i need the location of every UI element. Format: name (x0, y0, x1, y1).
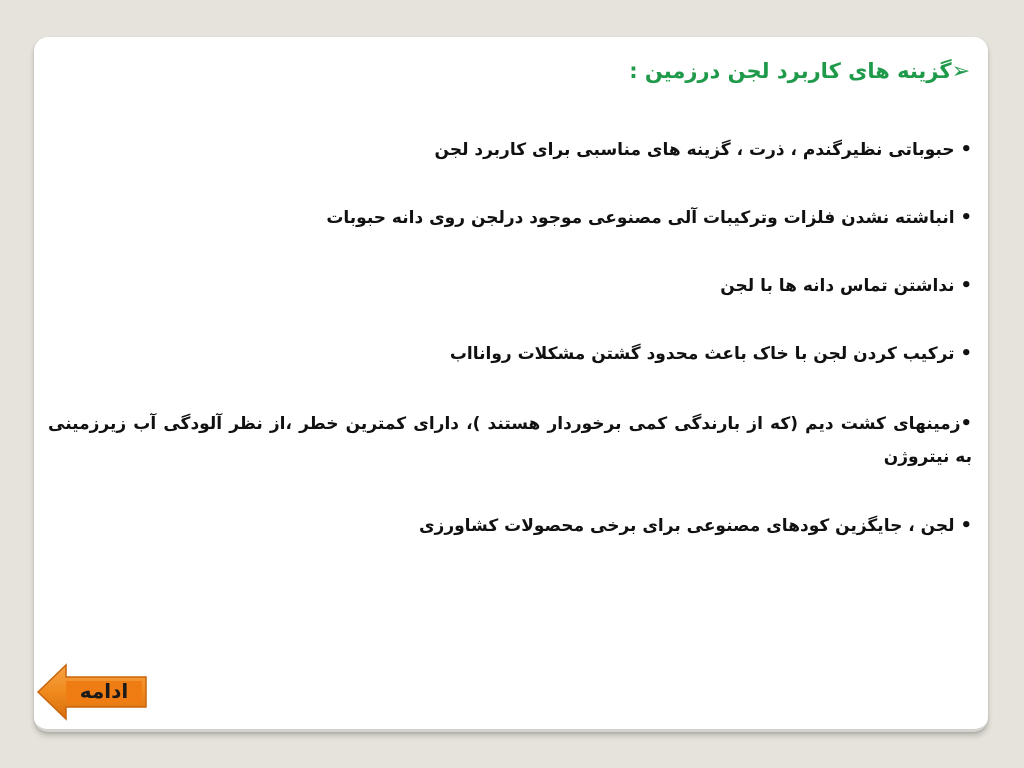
list-item-text: حبوباتی نظیرگندم ، ذرت ، گزینه های مناسبی برای کاربرد لجن (434, 140, 955, 160)
bullet-icon: • (960, 413, 972, 434)
list-item (48, 337, 972, 371)
slide-card (34, 37, 988, 732)
list-item (48, 407, 972, 474)
next-button-label: ادامه (79, 679, 129, 703)
list-item (48, 201, 972, 235)
bullet-icon: • (960, 343, 972, 364)
list-item-text: نداشتن تماس دانه ها با لجن (720, 276, 955, 296)
list-item (48, 133, 972, 167)
next-button[interactable] (36, 661, 148, 723)
bullet-icon: • (960, 207, 972, 228)
list-item-text: ترکیب کردن لجن با خاک باعث محدود گشتن مشکلات روانااب (449, 344, 955, 364)
arrow-bullet-icon: ➢ (951, 59, 970, 84)
slide-title (629, 59, 970, 84)
slide-title-text: گزینه های کاربرد لجن درزمین : (629, 59, 952, 83)
list-item-text: زمینهای کشت دیم (که از بارندگی کمی برخوردار هستند )، دارای کمترین خطر ،از نظر آلودگی آب زیرزمینی به نیتروژن (48, 414, 972, 467)
bullet-icon: • (960, 515, 972, 536)
list-item-text: لجن ، جایگزین کودهای مصنوعی برای برخی محصولات کشاورزی (418, 516, 955, 536)
list-item (48, 509, 972, 543)
bullet-icon: • (960, 275, 972, 296)
bullet-icon: • (960, 139, 972, 160)
list-item (48, 269, 972, 303)
list-item-text: انباشته نشدن فلزات وترکیبات آلی مصنوعی موجود درلجن روی دانه حبوبات (326, 208, 955, 228)
